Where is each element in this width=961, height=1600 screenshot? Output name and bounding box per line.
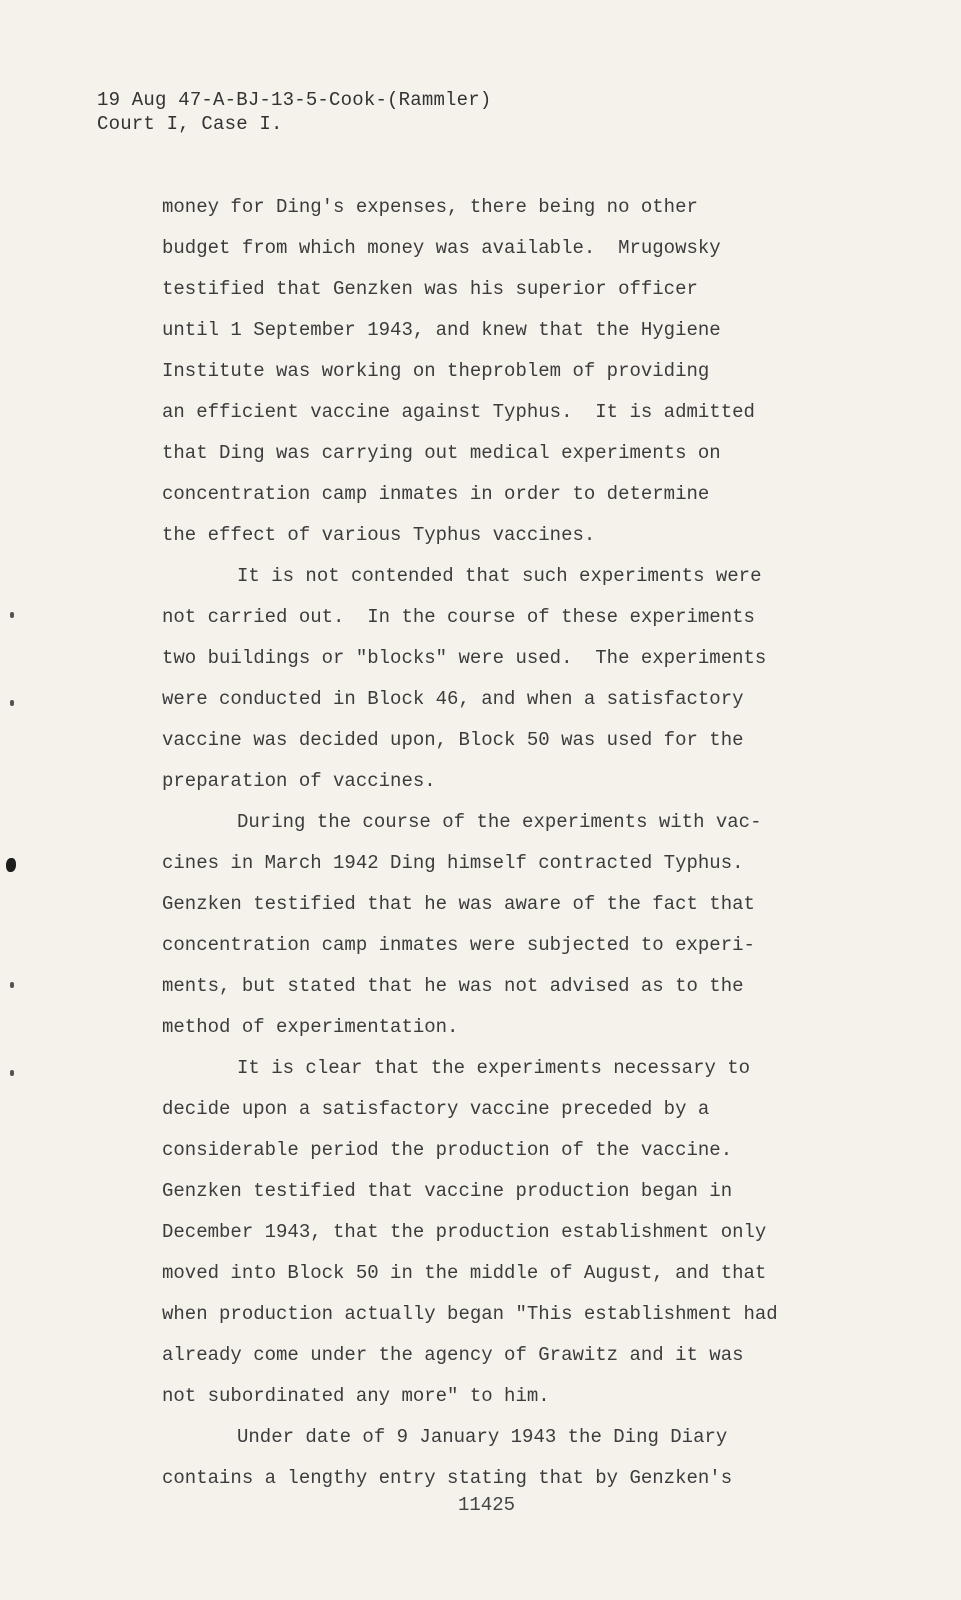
text-line: not carried out. In the course of these experiments <box>162 606 755 628</box>
margin-mark <box>10 700 14 706</box>
text-line: considerable period the production of the vaccine. <box>162 1139 733 1161</box>
paragraph <box>162 556 827 802</box>
text-line: ments, but stated that he was not advised as to the <box>162 975 744 997</box>
text-line: the effect of various Typhus vaccines. <box>162 524 596 546</box>
text-line: cines in March 1942 Ding himself contracted Typhus. <box>162 852 744 874</box>
header-reference-line: 19 Aug 47-A-BJ-13-5-Cook-(Rammler) <box>97 89 492 111</box>
margin-mark <box>10 982 14 988</box>
text-line: when production actually began "This establishment had <box>162 1303 778 1325</box>
text-line: preparation of vaccines. <box>162 770 436 792</box>
text-line: vaccine was decided upon, Block 50 was used for the <box>162 729 744 751</box>
text-line: During the course of the experiments with vac- <box>237 811 762 833</box>
text-line: already come under the agency of Grawitz and it was <box>162 1344 744 1366</box>
paragraph <box>162 1048 827 1417</box>
text-line: an efficient vaccine against Typhus. It is admitted <box>162 401 755 423</box>
text-line: Genzken testified that he was aware of the fact that <box>162 893 755 915</box>
text-line: Under date of 9 January 1943 the Ding Diary <box>237 1426 728 1448</box>
text-line: budget from which money was available. Mrugowsky <box>162 237 721 259</box>
margin-mark <box>10 612 14 618</box>
paragraph <box>162 187 827 556</box>
text-line: money for Ding's expenses, there being no other <box>162 196 698 218</box>
text-line: concentration camp inmates in order to determine <box>162 483 710 505</box>
paragraph <box>162 802 827 1048</box>
text-line: contains a lengthy entry stating that by Genzken's <box>162 1467 733 1489</box>
text-line: until 1 September 1943, and knew that the Hygiene <box>162 319 721 341</box>
document-header <box>97 88 491 136</box>
text-line: testified that Genzken was his superior officer <box>162 278 698 300</box>
text-line: concentration camp inmates were subjected to experi- <box>162 934 755 956</box>
page-number: 11425 <box>458 1494 516 1516</box>
text-line: December 1943, that the production establishment only <box>162 1221 767 1243</box>
text-line: It is clear that the experiments necessary to <box>237 1057 751 1079</box>
header-court-line: Court I, Case I. <box>97 113 283 135</box>
text-line: It is not contended that such experiments were <box>237 565 762 587</box>
text-line: Institute was working on theproblem of providing <box>162 360 710 382</box>
margin-mark <box>10 1070 14 1076</box>
text-line: were conducted in Block 46, and when a satisfactory <box>162 688 744 710</box>
text-line: moved into Block 50 in the middle of August, and that <box>162 1262 767 1284</box>
paragraph <box>162 1417 827 1499</box>
ink-blot <box>6 858 16 872</box>
text-line: decide upon a satisfactory vaccine preceded by a <box>162 1098 710 1120</box>
document-body <box>162 187 827 1499</box>
text-line: two buildings or "blocks" were used. The experiments <box>162 647 767 669</box>
text-line: Genzken testified that vaccine production began in <box>162 1180 733 1202</box>
text-line: method of experimentation. <box>162 1016 459 1038</box>
text-line: that Ding was carrying out medical experiments on <box>162 442 721 464</box>
text-line: not subordinated any more" to him. <box>162 1385 550 1407</box>
